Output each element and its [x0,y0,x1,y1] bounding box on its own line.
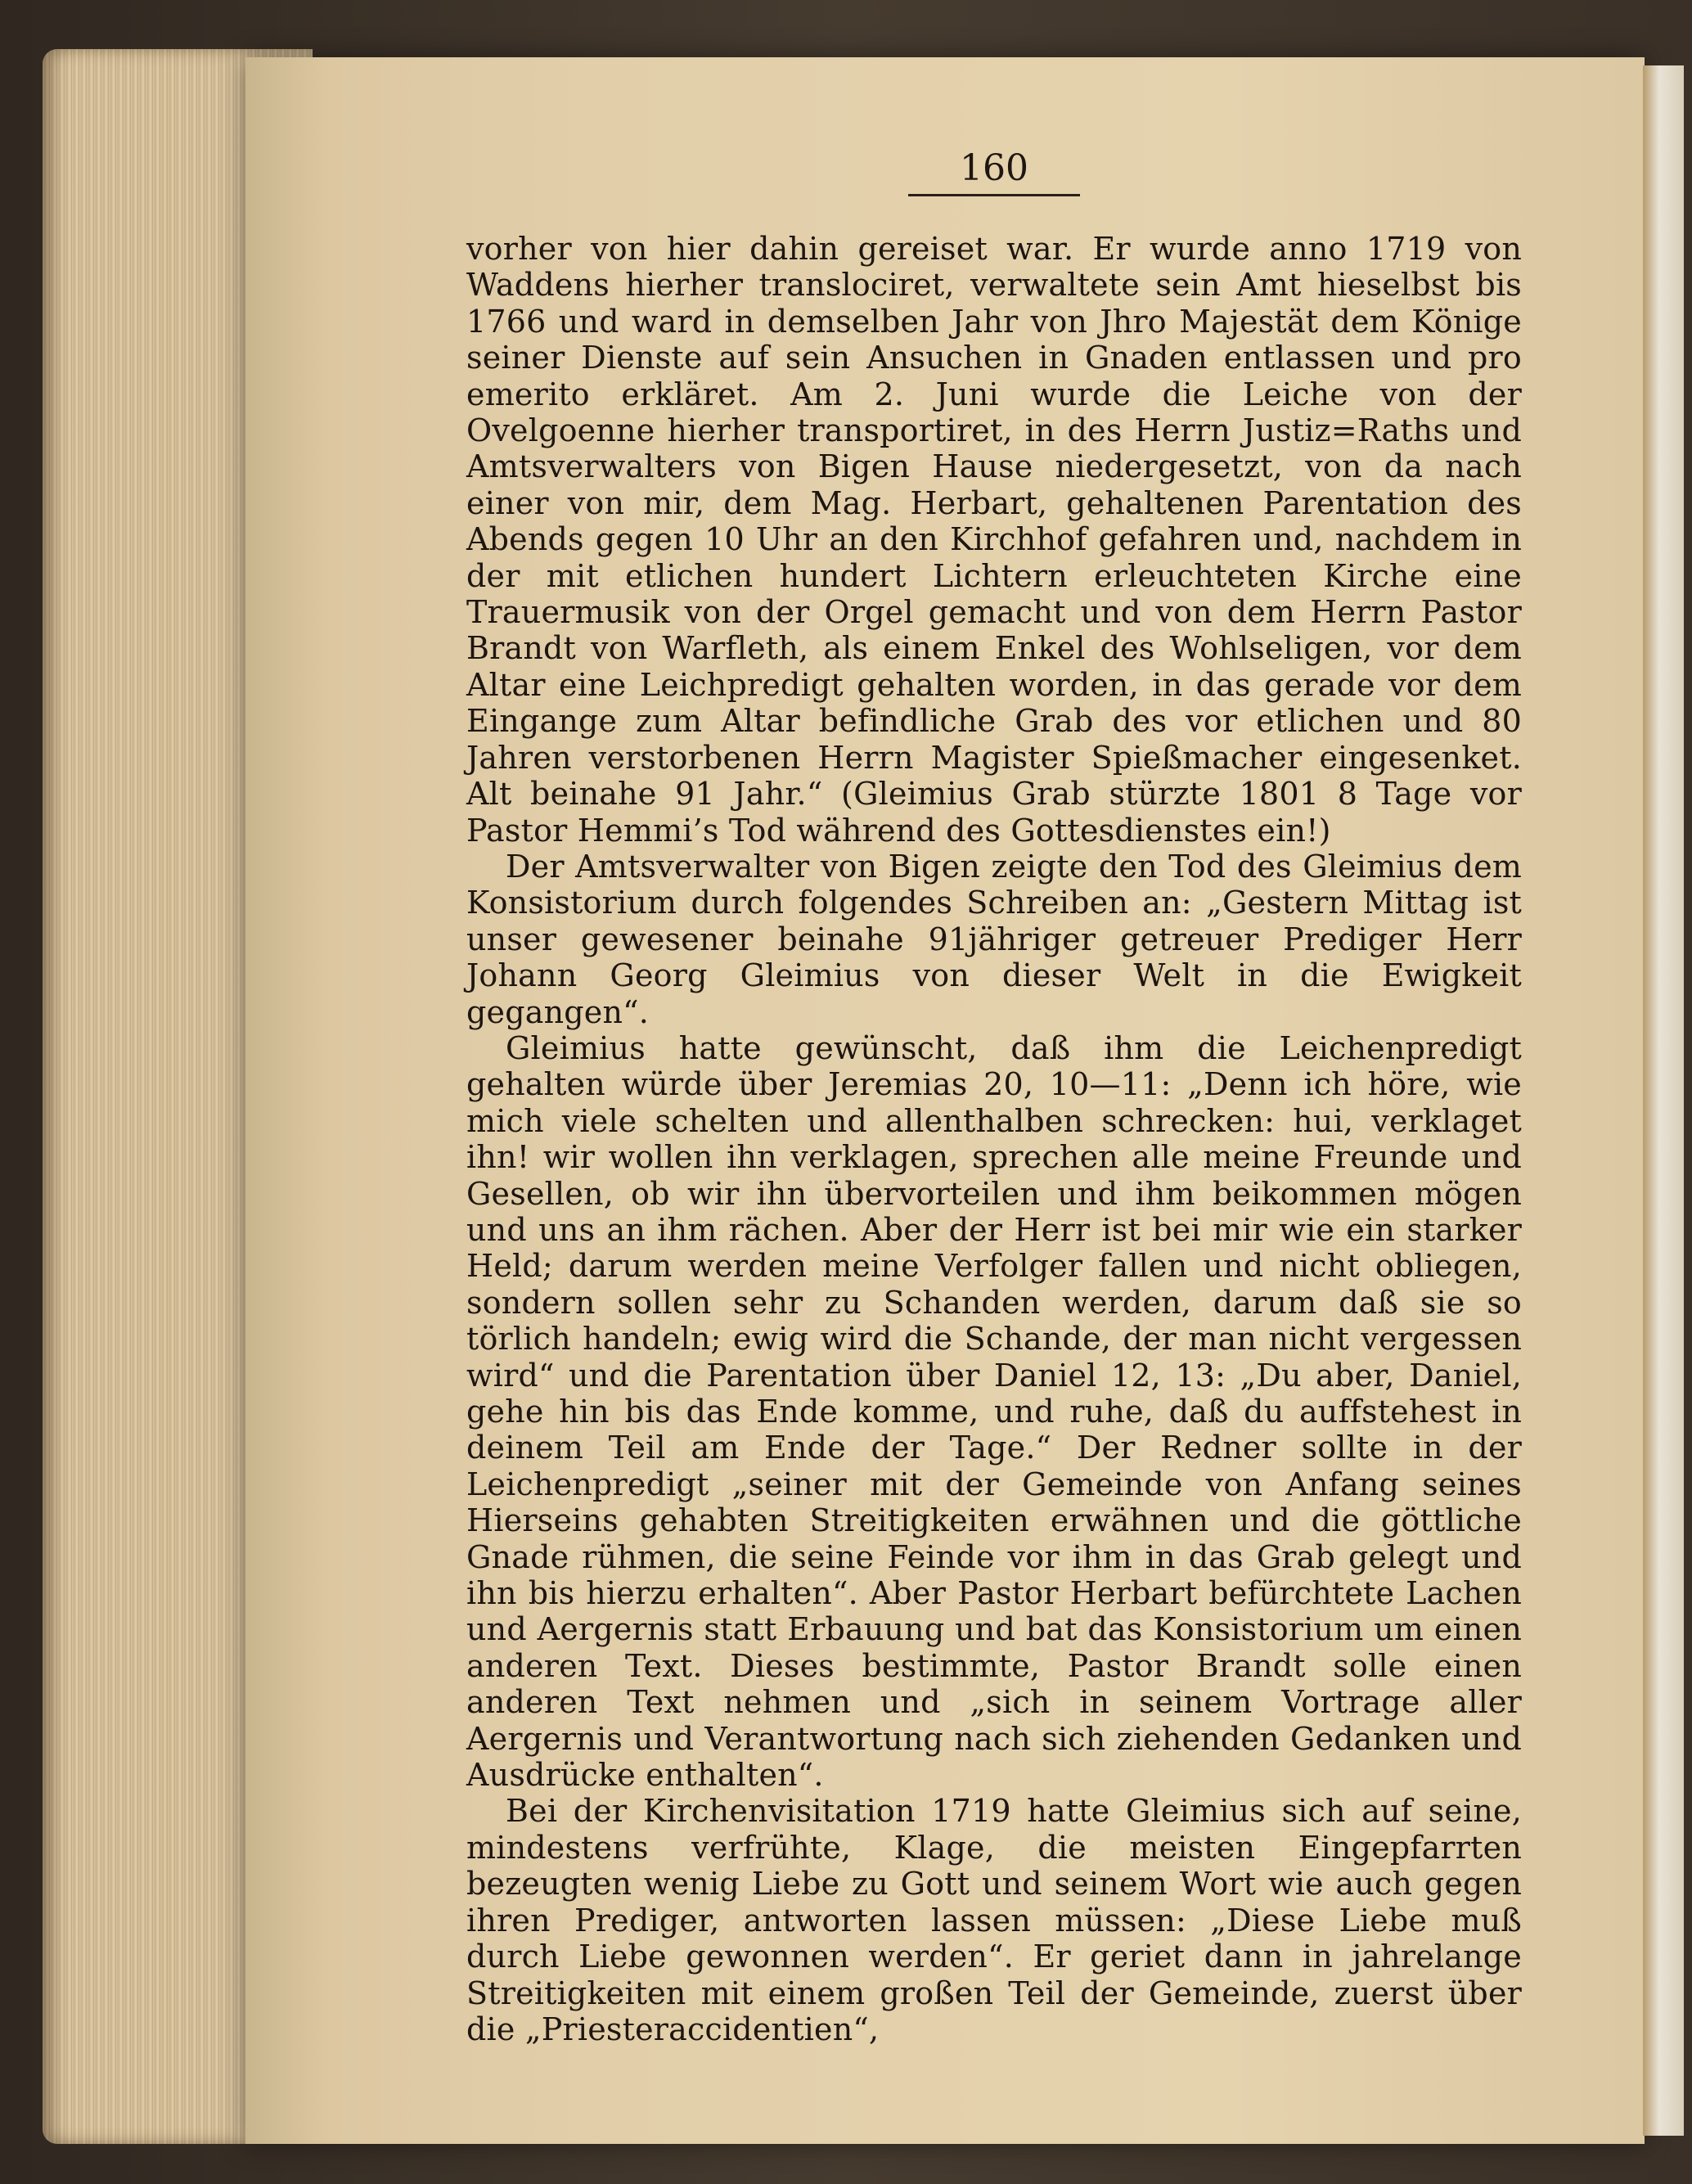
paragraph-1: vorher von hier dahin gereiset war. Er wurde anno 1719 von Waddens hierher translociret, verwaltete sein Amt hieselbst bis 1766 und ward in demselben Jahr von Jhro Majestät dem Könige seiner Dienste auf sein Ansuchen in Gnaden entlassen und pro emerito erkläret. Am 2. Juni wurde die Leiche von der Ovelgoenne hierher transportiret, in des Herrn Justiz=Raths und Amtsverwalters von Bigen Hause niedergesetzt, von da nach einer von mir, dem Mag. Herbart, gehaltenen Parentation des Abends gegen 10 Uhr an den Kirchhof gefahren und, nachdem in der mit etlichen hundert Lichtern erleuchteten Kirche eine Trauermusik von der Orgel gemacht und von dem Herrn Pastor Brandt von Warfleth, als einem Enkel des Wohlseligen, vor dem Altar eine Leichpredigt gehalten worden, in das gerade vor dem Eingange zum Altar befindliche Grab des vor etlichen und 80 Jahren verstorbenen Herrn Magister Spießmacher eingesenket. Alt beinahe 91 Jahr.“ (Gleimius Grab stürzte 1801 8 Tage vor Pastor Hemmi’s Tod während des Gottesdienstes ein!) [466,231,1522,849]
page-number: 160 [908,147,1080,196]
paragraph-4: Bei der Kirchenvisitation 1719 hatte Gleimius sich auf seine, mindestens verfrühte, Klage, die meisten Eingepfarrten bezeugten wenig Liebe zu Gott und seinem Wort wie auch gegen ihren Prediger, antworten lassen müssen: „Diese Liebe muß durch Liebe gewonnen werden“. Er geriet dann in jahrelange Streitigkeiten mit einem großen Teil der Gemeinde, zuerst über die „Priesteraccidentien“, [466,1793,1522,2047]
paragraph-3: Gleimius hatte gewünscht, daß ihm die Leichenpredigt gehalten würde über Jeremias 20, 10—11: „Denn ich höre, wie mich viele schelten und allenthalben schrecken: hui, verklaget ihn! wir wollen ihn verklagen, sprechen alle meine Freunde und Gesellen, ob wir ihn übervorteilen und ihm beikommen mögen und uns an ihm rächen. Aber der Herr ist bei mir wie ein starker Held; darum werden meine Verfolger fallen und nicht obliegen, sondern sollen sehr zu Schanden werden, darum daß sie so törlich handeln; ewig wird die Schande, der man nicht vergessen wird“ und die Parentation über Daniel 12, 13: „Du aber, Daniel, gehe hin bis das Ende komme, und ruhe, daß du auffstehest in deinem Teil am Ende der Tage.“ Der Redner sollte in der Leichenpredigt „seiner mit der Gemeinde von Anfang seines Hierseins gehabten Streitigkeiten erwähnen und die göttliche Gnade rühmen, die seine Feinde vor ihm in das Grab gelegt und ihn bis hierzu erhalten“. Aber Pastor Herbart befürchtete Lachen und Aergernis statt Erbauung und bat das Konsistorium um einen anderen Text. Dieses bestimmte, Pastor Brandt solle einen anderen Text nehmen und „sich in seinem Vortrage aller Aergernis und Verantwortung nach sich ziehenden Gedanken und Ausdrücke enthalten“. [466,1029,1522,1794]
paragraph-2: Der Amtsverwalter von Bigen zeigte den Tod des Gleimius dem Konsistorium durch folgendes Schreiben an: „Gestern Mittag ist unser gewesener beinahe 91jähriger getreuer Prediger Herr Johann Georg Gleimius von dieser Welt in die Ewigkeit gegangen“. [466,848,1522,1030]
facing-page-edge [1643,65,1684,2136]
body-text [466,231,1522,2047]
